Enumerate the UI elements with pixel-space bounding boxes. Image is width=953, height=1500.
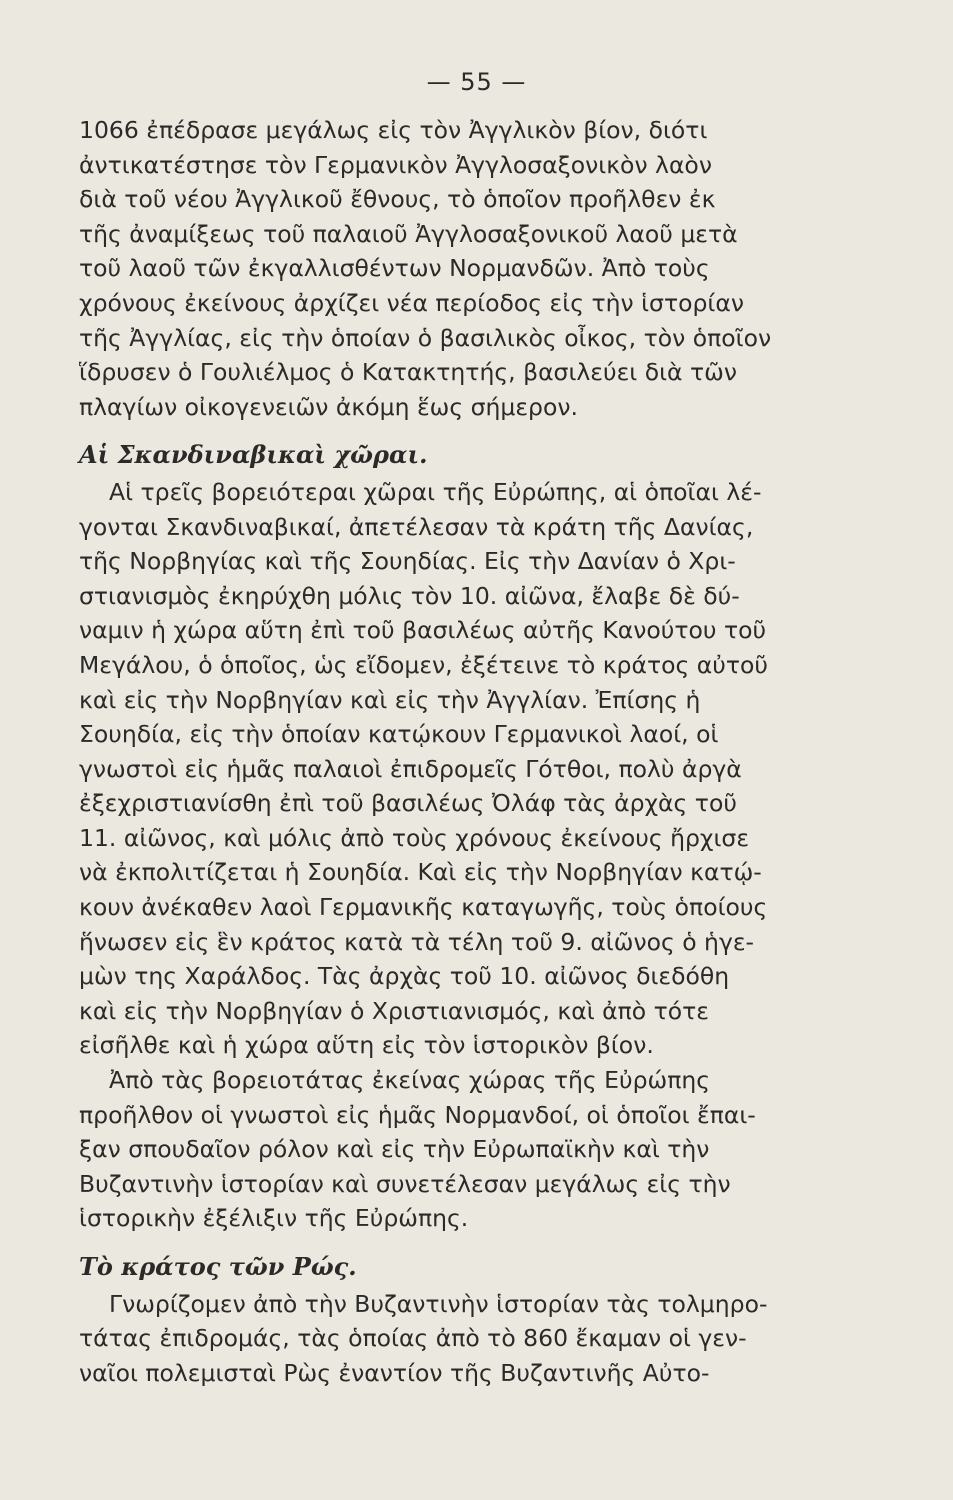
text-line: 11. αἰῶνος, καὶ μόλις ἀπὸ τοὺς χρόνους ἐκείνους ἤρχισε xyxy=(79,823,750,852)
text-line: ἐξεχριστιανίσθη ἐπὶ τοῦ βασιλέως Ὀλάφ τὰς ἀρχὰς τοῦ xyxy=(79,789,737,818)
text-line: Γνωρίζομεν ἀπὸ τὴν Βυζαντινὴν ἱστορίαν τὰς τολμηρο- xyxy=(109,1289,768,1318)
text-line: ἱστορικὴν ἐξέλιξιν τῆς Εὐρώπης. xyxy=(79,1204,469,1233)
text-line: Βυζαντινὴν ἱστορίαν καὶ συνετέλεσαν μεγάλως εἰς τὴν xyxy=(79,1169,731,1198)
text-line: ναῖοι πολεμισταὶ Ρὼς ἐναντίον τῆς Βυζαντινῆς Αὐτο- xyxy=(79,1358,710,1387)
text-line: 1066 ἐπέδρασε μεγάλως εἰς τὸν Ἀγγλικὸν βίον, διότι xyxy=(79,116,708,144)
text-line: διὰ τοῦ νέου Ἀγγλικοῦ ἔθνους, τὸ ὁποῖον προῆλθεν ἐκ xyxy=(79,185,716,214)
paragraph-rus xyxy=(79,1287,836,1391)
text-line: Ἀπὸ τὰς βορειοτάτας ἐκείνας χώρας τῆς Εὐρώπης xyxy=(109,1066,711,1095)
text-line: χρόνους ἐκείνους ἀρχίζει νέα περίοδος εἰς τὴν ἱστορίαν xyxy=(79,288,744,317)
text-line: ἵδρυσεν ὁ Γουλιέλμος ὁ Κατακτητής, βασιλεύει διὰ τῶν xyxy=(79,358,737,387)
text-line: γονται Σκανδιναβικαί, ἀπετέλεσαν τὰ κράτη τῆς Δανίας, xyxy=(79,512,754,541)
text-line: ναμιν ἡ χώρα αὕτη ἐπὶ τοῦ βασιλέως αὐτῆς Κανούτου τοῦ xyxy=(79,616,767,645)
text-line: Σουηδία, εἰς τὴν ὁποίαν κατῴκουν Γερμανικοὶ λαοί, οἱ xyxy=(79,720,719,749)
paragraph-england xyxy=(79,113,836,424)
text-line: προῆλθον οἱ γνωστοὶ εἰς ἡμᾶς Νορμανδοί, οἱ ὁποῖοι ἔπαι- xyxy=(79,1100,756,1129)
text-line: ἥνωσεν εἰς ἓν κράτος κατὰ τὰ τέλη τοῦ 9. αἰῶνος ὁ ἡγε- xyxy=(79,927,755,956)
section-heading-scandinavian-countries: Αἱ Σκανδιναβικαὶ χῶραι. xyxy=(79,440,428,470)
text-line: πλαγίων οἰκογενειῶν ἀκόμη ἕως σήμερον. xyxy=(79,392,578,421)
text-line: νὰ ἐκπολιτίζεται ἡ Σουηδία. Καὶ εἰς τὴν Νορβηγίαν κατῴ- xyxy=(79,858,762,887)
section-heading-state-of-rus: Τὸ κράτος τῶν Ρώς. xyxy=(79,1252,357,1281)
text-line: ξαν σπουδαῖον ρόλον καὶ εἰς τὴν Εὐρωπαϊκὴν καὶ τὴν xyxy=(79,1135,710,1164)
paragraph-scandinavia xyxy=(79,475,836,1063)
text-line: στιανισμὸς ἐκηρύχθη μόλις τὸν 10. αἰῶνα, ἔλαβε δὲ δύ- xyxy=(79,581,740,610)
text-line: γνωστοὶ εἰς ἡμᾶς παλαιοὶ ἐπιδρομεῖς Γότθοι, πολὺ ἀργὰ xyxy=(79,754,742,783)
paragraph-normans xyxy=(79,1063,836,1236)
text-line: Αἱ τρεῖς βορειότεραι χῶραι τῆς Εὐρώπης, αἱ ὁποῖαι λέ- xyxy=(109,477,762,506)
text-line: καὶ εἰς τὴν Νορβηγίαν ὁ Χριστιανισμός, καὶ ἀπὸ τότε xyxy=(79,996,709,1025)
text-line: τῆς Ἀγγλίας, εἰς τὴν ὁποίαν ὁ βασιλικὸς οἶκος, τὸν ὁποῖον xyxy=(79,323,772,352)
page-number: — 55 — xyxy=(426,68,527,96)
text-line: τῆς Νορβηγίας καὶ τῆς Σουηδίας. Εἰς τὴν Δανίαν ὁ Χρι- xyxy=(79,547,736,576)
text-line: μὼν της Χαράλδος. Τὰς ἀρχὰς τοῦ 10. αἰῶνος διεδόθη xyxy=(79,962,730,991)
page-body xyxy=(79,113,836,1390)
text-line: Μεγάλου, ὁ ὁποῖος, ὡς εἴδομεν, ἐξέτεινε τὸ κράτος αὐτοῦ xyxy=(79,650,768,679)
text-line: εἰσῆλθε καὶ ἡ χώρα αὕτη εἰς τὸν ἱστορικὸν βίον. xyxy=(79,1031,654,1060)
text-line: κουν ἀνέκαθεν λαοὶ Γερμανικῆς καταγωγῆς, τοὺς ὁποίους xyxy=(79,893,768,922)
text-line: καὶ εἰς τὴν Νορβηγίαν καὶ εἰς τὴν Ἀγγλίαν. Ἐπίσης ἡ xyxy=(79,685,701,714)
text-line: τάτας ἐπιδρομάς, τὰς ὁποίας ἀπὸ τὸ 860 ἔκαμαν οἱ γεν- xyxy=(79,1324,747,1353)
text-line: τῆς ἀναμίξεως τοῦ παλαιοῦ Ἀγγλοσαξονικοῦ λαοῦ μετὰ xyxy=(79,219,738,248)
text-line: τοῦ λαοῦ τῶν ἐκγαλλισθέντων Νορμανδῶν. Ἀπὸ τοὺς xyxy=(79,254,710,283)
text-line: ἀντικατέστησε τὸν Γερμανικὸν Ἀγγλοσαξονικὸν λαὸν xyxy=(79,150,712,179)
